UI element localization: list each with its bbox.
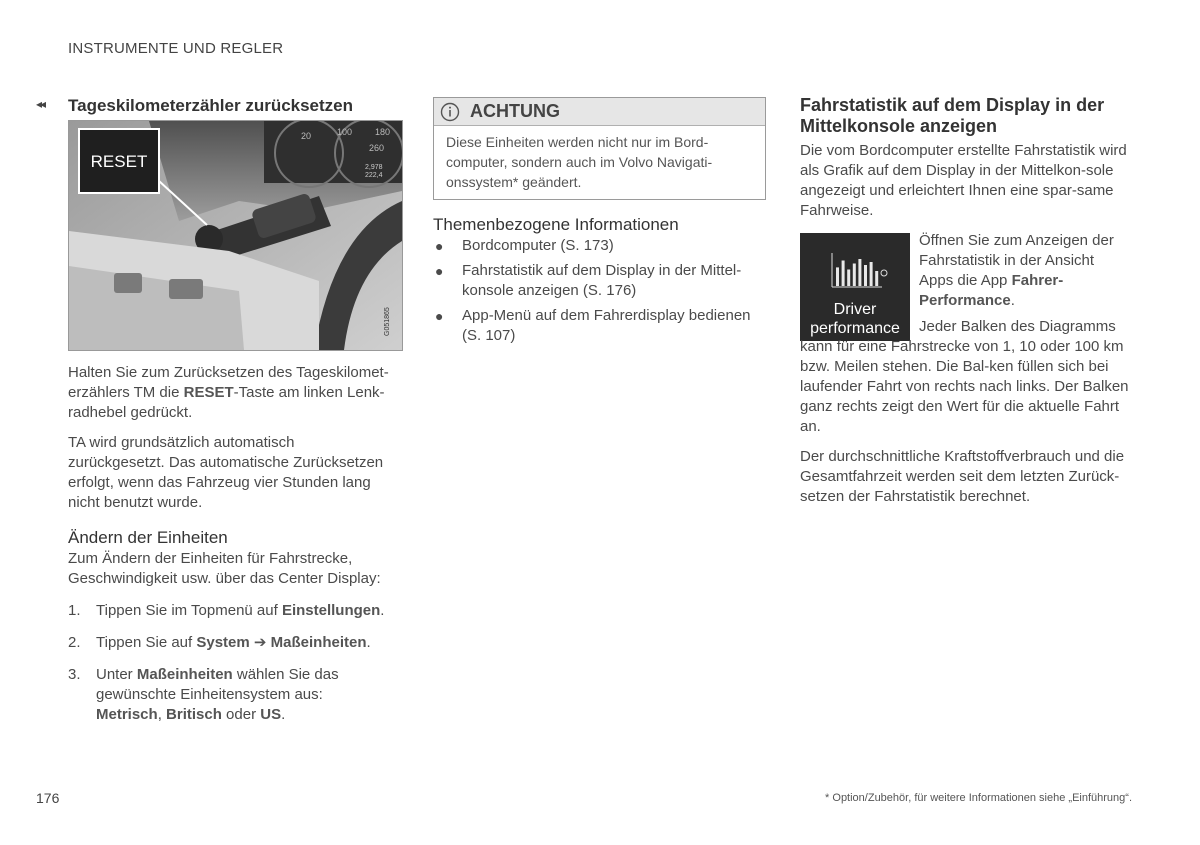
units-intro: Zum Ändern der Einheiten für Fahrstrecke, Geschwindigkeit usw. über das Center Display:: [68, 550, 381, 587]
arrow-right-icon: ➔: [253, 634, 267, 651]
gauge-label-c: 260: [369, 143, 385, 153]
warning-text: Diese Einheiten werden nicht nur im Bord-computer, sondern auch im Volvo Navigati-onssystem* geändert.: [446, 134, 713, 190]
app-graph-bar: [853, 264, 856, 287]
open-app-text: Öffnen Sie zum Anzeigen der Fahrstatistik in der Ansicht Apps die App Fahrer-Performance.: [919, 232, 1114, 309]
step-item: 1. Tippen Sie im Topmenü auf Einstellungen.: [68, 602, 385, 619]
app-graph-bar: [847, 270, 850, 287]
gauge-label-b: 100: [337, 127, 353, 137]
auto-reset-info: TA wird grundsätzlich automatisch zurückgesetzt. Das automatische Zurücksetzen erfolgt, wenn das Fahrzeug vier Stunden lang nicht benutzt wurde.: [68, 434, 384, 511]
units-heading: Ändern der Einheiten: [68, 528, 228, 547]
right-column-top: [800, 95, 1130, 229]
lever-illustration: [69, 121, 402, 350]
related-info: [433, 214, 763, 351]
app-name: Fahrer-Performance: [919, 272, 1064, 309]
lever-photo: [68, 120, 403, 351]
app-label: Driver performance: [810, 301, 900, 337]
trip-readout-a: 2,978: [365, 164, 383, 171]
app-graph-bar: [858, 259, 861, 286]
step-item: 3. Unter Maßeinheiten wählen Sie das gewünschte Einheitensystem aus: Metrisch, Britisch oder US.: [68, 666, 339, 723]
average-info: Der durchschnittliche Kraftstoffverbrauch und die Gesamtfahrzeit werden seit dem letzten Zurück-setzen der Fahrstatistik berechnet.: [800, 448, 1125, 505]
gauge-label-d: 180: [375, 127, 391, 137]
related-link[interactable]: ● Bordcomputer (S. 173): [435, 237, 614, 254]
app-graph-bar: [870, 262, 873, 286]
statistics-intro: Die vom Bordcomputer erstellte Fahrstatistik wird als Grafik auf dem Display in der Mittelkon-sole angezeigt und erleichtert Ihnen eine spar-same Fahrweise.: [800, 142, 1127, 219]
warning-box: [433, 97, 766, 200]
warning-header: [434, 98, 765, 126]
related-heading: Themenbezogene Informationen: [433, 215, 679, 234]
warning-title: ACHTUNG: [470, 101, 560, 121]
nav-back-icon[interactable]: ◂◂: [36, 97, 45, 111]
app-graph-bar: [842, 261, 845, 287]
section-title-statistics: Fahrstatistik auf dem Display in der Mittelkonsole anzeigen: [800, 95, 1105, 136]
running-header: INSTRUMENTE UND REGLER: [68, 40, 284, 57]
section-title-trip-reset: Tageskilometerzähler zurücksetzen: [68, 96, 354, 115]
bullet-icon: ●: [435, 263, 444, 279]
info-circle-icon: [440, 102, 460, 122]
footnote: * Option/Zubehör, für weitere Informationen siehe „Einführung“.: [825, 792, 1132, 804]
related-list: [433, 236, 763, 346]
bars-explanation: Jeder Balken des Diagramms kann für eine Fahrstrecke von 1, 10 oder 100 km bzw. Meilen stehen. Die Bal-ken füllen sich bei laufender Fahrt von rechts nach links. Der Balken ganz rechts zeigt den Wert für die aktuelle Fahrt an. Der durchschnittliche Kraftstoffverbrauch und die Gesamtfahrzeit werden seit dem letzten Zurück-setzen der Fahrstatistik berechnet.: [800, 318, 1129, 505]
units-steps: [68, 601, 390, 725]
app-graph-bar: [836, 267, 839, 286]
trip-readout-b: 222,4: [365, 172, 383, 179]
step-item: 2. Tippen Sie auf System ➔ Maßeinheiten.: [68, 634, 371, 651]
reset-instruction: Halten Sie zum Zurücksetzen des Tageskilomet-erzählers TM die RESET-Taste am linken Lenk-radhebel gedrückt.: [68, 364, 389, 421]
gauge-label-a: 20: [301, 131, 312, 141]
bullet-icon: ●: [435, 308, 444, 324]
bar-graph-icon: [800, 233, 910, 293]
reset-callout-label: RESET: [90, 152, 148, 171]
left-column-text: [68, 363, 390, 734]
reset-key: RESET: [183, 384, 234, 401]
image-code: G051865: [384, 307, 391, 336]
related-link[interactable]: ● App-Menü auf dem Fahrerdisplay bedienen (S. 107): [435, 307, 751, 344]
related-link[interactable]: ● Fahrstatistik auf dem Display in der Mittel-konsole anzeigen (S. 176): [435, 262, 742, 299]
page-number: 176: [36, 790, 60, 806]
app-graph-bar: [875, 271, 878, 286]
app-graph-bar: [864, 265, 867, 286]
bullet-icon: ●: [435, 238, 444, 254]
